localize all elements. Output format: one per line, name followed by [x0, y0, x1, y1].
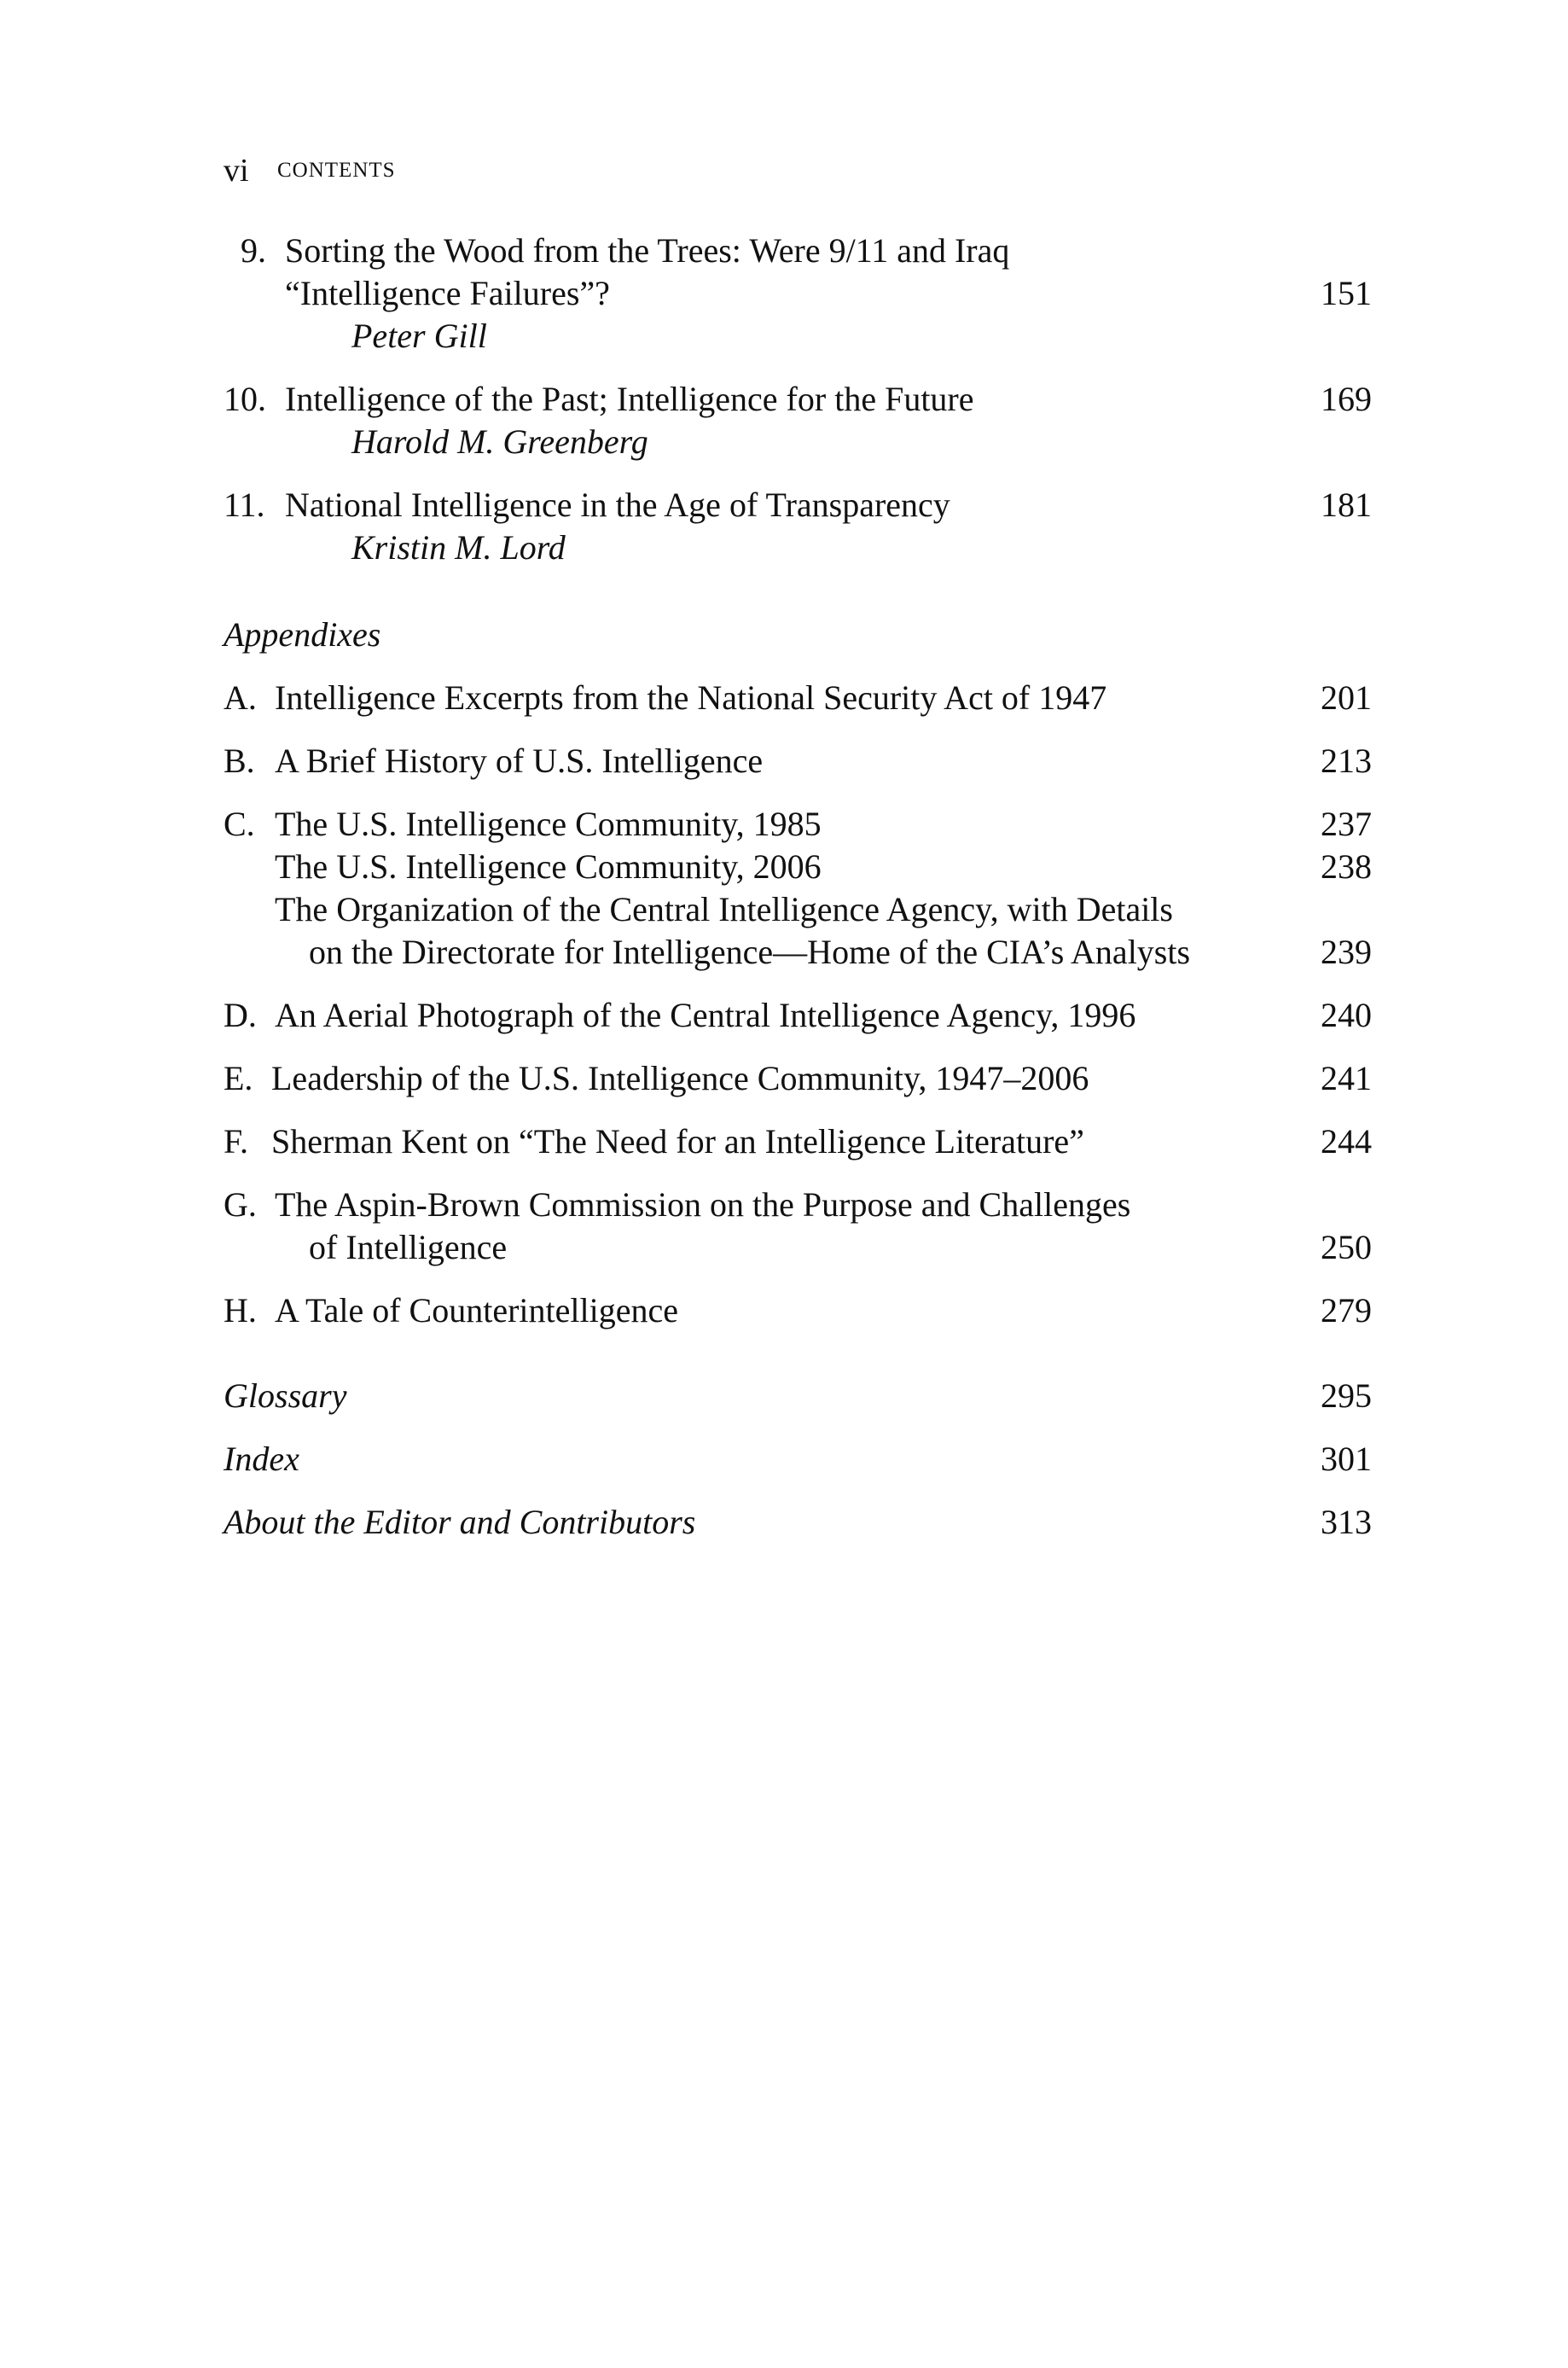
chapter-author-line: [0, 420, 1568, 464]
page-number: 240: [1321, 996, 1372, 1034]
chapter-title-continued: “Intelligence Failures”?: [285, 274, 610, 312]
page-number: 250: [1321, 1228, 1372, 1266]
toc-entry-appendix-c-1[interactable]: [0, 802, 1568, 847]
appendix-letter: C.: [224, 805, 255, 843]
appendix-letter: E.: [224, 1059, 253, 1097]
toc-entry-appendix-a[interactable]: [0, 676, 1568, 720]
toc-entry-appendix-h[interactable]: [0, 1289, 1568, 1333]
toc-entry-glossary[interactable]: [0, 1374, 1568, 1418]
appendixes-heading: Appendixes: [224, 615, 381, 654]
page-number: 279: [1321, 1291, 1372, 1329]
chapter-author: Peter Gill: [351, 317, 487, 355]
page-number: 301: [1321, 1440, 1372, 1478]
appendix-letter: F.: [224, 1122, 249, 1161]
chapter-number: 9.: [241, 231, 266, 270]
appendix-letter: A.: [224, 678, 257, 717]
appendix-letter: B.: [224, 742, 255, 780]
toc-entry-appendix-e[interactable]: [0, 1056, 1568, 1101]
appendix-title: Leadership of the U.S. Intelligence Community, 1947–2006: [271, 1059, 1089, 1097]
appendix-title: An Aerial Photograph of the Central Intelligence Agency, 1996: [275, 996, 1136, 1034]
chapter-title: Sorting the Wood from the Trees: Were 9/11 and Iraq: [285, 231, 1010, 270]
toc-entry-chapter-10[interactable]: [0, 377, 1568, 422]
toc-entry-appendix-b[interactable]: [0, 739, 1568, 783]
toc-entry-appendix-g-cont: [0, 1225, 1568, 1270]
toc-entry-appendix-f[interactable]: [0, 1120, 1568, 1164]
chapter-title: National Intelligence in the Age of Transparency: [285, 486, 950, 524]
page-number: 313: [1321, 1503, 1372, 1541]
appendix-letter: D.: [224, 996, 257, 1034]
page-number: 241: [1321, 1059, 1372, 1097]
page-number: 238: [1321, 847, 1372, 886]
appendix-title: The Aspin-Brown Commission on the Purpose and Challenges: [275, 1185, 1131, 1224]
toc-entry-index[interactable]: [0, 1437, 1568, 1481]
toc-entry-chapter-11[interactable]: [0, 483, 1568, 527]
running-header: [0, 148, 1568, 193]
chapter-author: Kristin M. Lord: [351, 528, 566, 567]
toc-entry-chapter-9-cont: [0, 271, 1568, 316]
page-number: 213: [1321, 742, 1372, 780]
toc-entry-about-contributors[interactable]: [0, 1500, 1568, 1545]
appendixes-heading-line: [0, 613, 1568, 657]
chapter-author-line: [0, 526, 1568, 570]
chapter-number: 11.: [224, 486, 265, 524]
chapter-author-line: [0, 314, 1568, 358]
appendix-title: The Organization of the Central Intelligence Agency, with Details: [275, 890, 1173, 928]
page-number: 237: [1321, 805, 1372, 843]
appendix-title: A Tale of Counterintelligence: [275, 1291, 678, 1329]
toc-entry-appendix-d[interactable]: [0, 993, 1568, 1038]
chapter-author: Harold M. Greenberg: [351, 422, 648, 461]
appendix-title-continued: on the Directorate for Intelligence—Home of the CIA’s Analysts: [309, 933, 1191, 971]
page-number: 151: [1321, 274, 1372, 312]
appendix-title: Intelligence Excerpts from the National Security Act of 1947: [275, 678, 1107, 717]
page-number: 181: [1321, 486, 1372, 524]
appendix-title-continued: of Intelligence: [309, 1228, 508, 1266]
chapter-number: 10.: [224, 380, 266, 418]
chapter-title: Intelligence of the Past; Intelligence for the Future: [285, 380, 974, 418]
toc-entry-appendix-c-3[interactable]: [0, 887, 1568, 932]
running-head: CONTENTS: [277, 159, 396, 182]
back-matter-title: About the Editor and Contributors: [224, 1503, 696, 1541]
toc-entry-chapter-9[interactable]: [0, 229, 1568, 273]
folio: vi: [224, 153, 249, 189]
toc-entry-appendix-c-3-cont: [0, 930, 1568, 975]
back-matter-title: Index: [224, 1440, 299, 1478]
page-number: 295: [1321, 1376, 1372, 1415]
appendix-title: A Brief History of U.S. Intelligence: [275, 742, 764, 780]
appendix-title: The U.S. Intelligence Community, 1985: [275, 805, 822, 843]
back-matter-title: Glossary: [224, 1376, 347, 1415]
page-number: 201: [1321, 678, 1372, 717]
appendix-letter: H.: [224, 1291, 257, 1329]
appendix-title: Sherman Kent on “The Need for an Intelligence Literature”: [271, 1122, 1084, 1161]
page-number: 244: [1321, 1122, 1372, 1161]
page-number: 239: [1321, 933, 1372, 971]
appendix-letter: G.: [224, 1185, 257, 1224]
page-number: 169: [1321, 380, 1372, 418]
toc-entry-appendix-g[interactable]: [0, 1183, 1568, 1227]
toc-entry-appendix-c-2[interactable]: [0, 845, 1568, 889]
appendix-title: The U.S. Intelligence Community, 2006: [275, 847, 822, 886]
